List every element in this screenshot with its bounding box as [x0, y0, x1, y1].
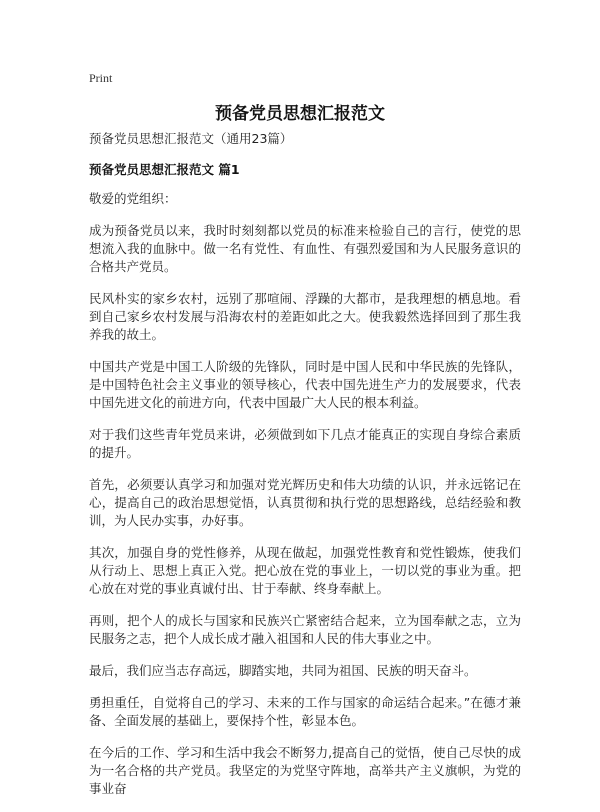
paragraph: 首先，必须要认真学习和加强对党光辉历史和伟大功绩的认识，并永远铭记在心，提高自己的政治思想觉悟，认真贯彻和执行党的思想路线，总结经验和教训，为人民办实事，办好事。	[89, 477, 521, 528]
document-body	[89, 130, 521, 812]
page-title: 预备党员思想汇报范文	[215, 104, 385, 124]
paragraph: 勇担重任，自觉将自己的学习、未来的工作与国家的命运结合起来。”在德才兼备、全面发展的基础上，要保持个性，彰显本色。	[89, 695, 521, 728]
paragraph: 成为预备党员以来，我时时刻刻都以党员的标准来检验自己的言行，使党的思想流入我的血脉中。做一名有党性、有血性、有强烈爱国和为人民服务意识的合格共产党员。	[89, 223, 521, 274]
paragraph: 其次，加强自身的党性修养，从现在做起，加强党性教育和党性锻炼，使我们从行动上、思想上真正入党。把心放在党的事业上，一切以党的事业为重。把心放在对党的事业真诚付出、甘于奉献、终身奉献上。	[89, 545, 521, 596]
paragraph: 对于我们这些青年党员来讲，必须做到如下几点才能真正的实现自身综合素质的提升。	[89, 427, 521, 460]
paragraph: 再则，把个人的成长与国家和民族兴亡紧密结合起来，立为国奉献之志，立为民服务之志，把个人成长成才融入祖国和人民的伟大事业之中。	[89, 613, 521, 646]
document-subtitle: 预备党员思想汇报范文（通用23篇）	[89, 131, 293, 146]
paragraph: 最后，我们应当志存高远，脚踏实地，共同为祖国、民族的明天奋斗。	[89, 663, 477, 678]
paragraph: 中国共产党是中国工人阶级的先锋队，同时是中国人民和中华民族的先锋队，是中国特色社会主义事业的领导核心，代表中国先进生产力的发展要求，代表中国先进文化的前进方向，代表中国最广大人民的根本利益。	[89, 359, 521, 410]
paragraph: 民风朴实的家乡农村，远别了那喧闹、浮躁的大都市，是我理想的栖息地。看到自己家乡农村发展与沿海农村的差距如此之大。使我毅然选择回到了那生我养我的故土。	[89, 291, 521, 342]
section-heading: 预备党员思想汇报范文 篇1	[89, 162, 240, 177]
print-link[interactable]: Print	[89, 71, 113, 85]
paragraph: 在今后的工作、学习和生活中我会不断努力,提高自己的觉悟，使自己尽快的成为一名合格的共产党员。我坚定的为党坚守阵地，高举共产主义旗帜，为党的事业奋	[89, 745, 521, 796]
salutation: 敬爱的党组织：	[89, 191, 177, 206]
